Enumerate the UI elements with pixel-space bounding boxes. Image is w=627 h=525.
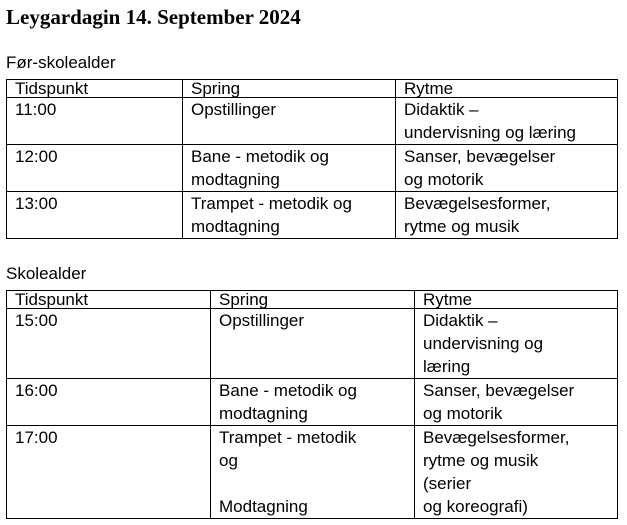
header-spring: Spring: [211, 291, 415, 309]
spring-cell: Trampet - metodik og Modtagning: [211, 426, 415, 519]
rytme-cell: Bevægelsesformer, rytme og musik: [396, 192, 618, 239]
table-row: [7, 379, 618, 426]
header-time: Tidspunkt: [7, 291, 211, 309]
pre-school-schedule-table: [6, 79, 618, 239]
table-row: [7, 192, 618, 239]
section-label-school: Skolealder: [6, 264, 87, 283]
header-rytme: Rytme: [396, 80, 618, 98]
time-cell: 12:00: [7, 145, 183, 192]
time-cell: 11:00: [7, 98, 183, 145]
rytme-cell: Sanser, bevægelser og motorik: [415, 379, 618, 426]
rytme-cell: Sanser, bevægelser og motorik: [396, 145, 618, 192]
time-cell: 17:00: [7, 426, 211, 519]
rytme-cell: Didaktik – undervisning og læring: [396, 98, 618, 145]
table-header-row: [7, 80, 618, 98]
table-row: [7, 145, 618, 192]
header-time: Tidspunkt: [7, 80, 183, 98]
time-cell: 16:00: [7, 379, 211, 426]
table-header-row: [7, 291, 618, 309]
page-title: Leygardagin 14. September 2024: [6, 5, 301, 29]
rytme-cell: Didaktik – undervisning og læring: [415, 309, 618, 379]
table-row: [7, 426, 618, 519]
spring-cell: Bane - metodik og modtagning: [183, 145, 396, 192]
spring-cell: Opstillinger: [183, 98, 396, 145]
spring-cell: Bane - metodik og modtagning: [211, 379, 415, 426]
time-cell: 13:00: [7, 192, 183, 239]
table-row: [7, 309, 618, 379]
time-cell: 15:00: [7, 309, 211, 379]
school-schedule-table: [6, 290, 618, 519]
section-label-pre-school: Før-skolealder: [6, 53, 116, 72]
spring-cell: Trampet - metodik og modtagning: [183, 192, 396, 239]
header-spring: Spring: [183, 80, 396, 98]
table-row: [7, 98, 618, 145]
header-rytme: Rytme: [415, 291, 618, 309]
spring-cell: Opstillinger: [211, 309, 415, 379]
rytme-cell: Bevægelsesformer, rytme og musik (serier og koreografi): [415, 426, 618, 519]
